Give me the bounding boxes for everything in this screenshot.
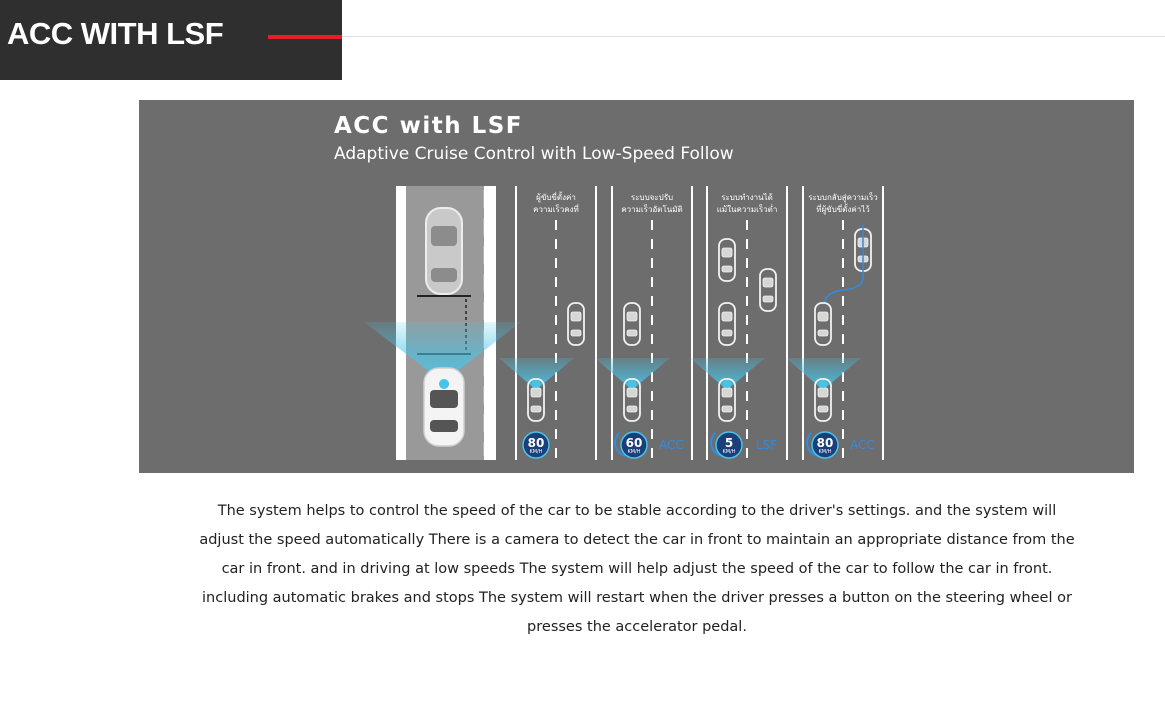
panel-3-label-line1: ระบบทำงานได้ <box>721 193 773 202</box>
panel-2-label-line1: ระบบจะปรับ <box>630 193 674 202</box>
panel-4-label-line2: ที่ผู้ขับขี่ตั้งค่าไว้ <box>816 205 870 214</box>
panel-3 <box>690 186 787 460</box>
feature-description: The system helps to control the speed of the car to be stable according to the driver's settings. and the system will adjust the speed automatically There is a camera to detect the car in front to maintain an appropriate distance from the car in front. and in driving at low speeds The system will help adjust the speed of the car to follow the car in front. including automatic brakes and stops The system will restart when the driver presses a button on the steering wheel or presses the accelerator pedal. <box>199 503 1075 635</box>
panel-4-unit: KM/H <box>818 449 832 455</box>
panel-1-unit: KM/H <box>529 449 543 455</box>
panel-4 <box>786 186 883 460</box>
section-title: ACC WITH LSF <box>7 16 224 51</box>
panel-3-label-line2: แม้ในความเร็วต่ำ <box>716 205 778 214</box>
panel-3-speed: 5 <box>724 436 734 450</box>
banner-title: ACC with LSF <box>334 113 524 139</box>
panel-2-unit: KM/H <box>627 449 641 455</box>
panel-2-label-line2: ความเร็วอัตโนมัติ <box>621 205 683 214</box>
ego-car-icon <box>424 368 464 446</box>
panel-2-mode-label: ACC <box>659 438 684 452</box>
panel-1-label-line1: ผู้ขับขี่ตั้งค่า <box>536 193 576 202</box>
panel-1-label-line2: ความเร็วคงที่ <box>533 205 579 214</box>
title-divider-line <box>342 36 1165 37</box>
title-accent-line <box>268 35 342 39</box>
panel-4-mode-label: ACC <box>850 438 875 452</box>
lead-car-icon <box>426 208 462 294</box>
panel-2 <box>595 186 692 460</box>
panel-3-unit: KM/H <box>722 449 736 455</box>
panel-3-mode-label: LSF <box>756 438 778 452</box>
section-title-block <box>0 0 342 80</box>
feature-banner-image <box>139 100 1134 473</box>
panel-4-label-line1: ระบบกลับสู่ความเร็ว <box>808 193 878 202</box>
main-road-illustration <box>364 186 521 460</box>
banner-subtitle: Adaptive Cruise Control with Low-Speed Follow <box>334 144 734 164</box>
panel-1-speed: 80 <box>527 436 545 450</box>
panel-4-speed: 80 <box>816 436 834 450</box>
panel-2-speed: 60 <box>625 436 643 450</box>
